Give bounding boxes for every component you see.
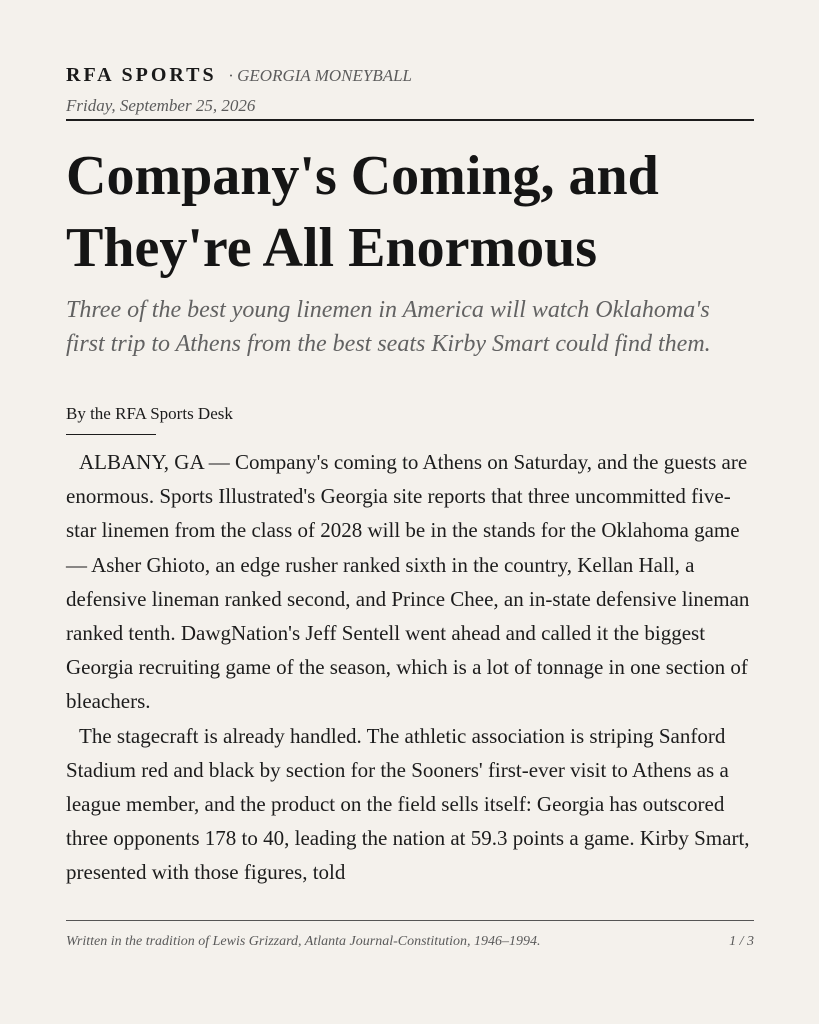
article-page — [66, 0, 754, 1024]
body-paragraph-2: The stagecraft is already handled. The athletic association is striping Sanford Stadium red and black by section for the Sooners' first-ever visit to Athens as a league member, and the product on the field sells itself: Georgia has outscored three opponents 178 to 40, leading the nation at 59.3 points a game. Kirby Smart, presented with those figures, told — [66, 723, 750, 885]
footer-note: Written in the tradition of Lewis Grizzard, Atlanta Journal-Constitution, 1946–1994. — [66, 934, 541, 949]
publication-date: Friday, September 25, 2026 — [66, 96, 256, 115]
headline-line-1: Company's Coming, and — [66, 145, 659, 207]
masthead-divider — [66, 119, 754, 121]
headline-line-2: They're All Enormous — [66, 217, 598, 279]
article-body — [66, 445, 756, 890]
body-paragraph-1: ALBANY, GA — Company's coming to Athens on Saturday, and the guests are enormous. Sports Illustrated's Georgia site reports that three uncommitted five-star linemen from the class of 2028 will be in the stands for the Oklahoma game — Asher Ghioto, an edge rusher ranked sixth in the country, Kellan Hall, a defensive lineman ranked second, and Prince Chee, an in-state defensive lineman ranked tenth. DawgNation's Jeff Sentell went ahead and called it the biggest Georgia recruiting game of the season, which is a lot of tonnage in one section of bleachers. — [66, 450, 750, 714]
byline-divider — [66, 434, 156, 435]
article-headline — [66, 140, 754, 284]
article-dek: Three of the best young linemen in America will watch Oklahoma's first trip to Athens from the best seats Kirby Smart could find them. — [66, 297, 711, 357]
masthead — [66, 64, 754, 94]
page-indicator: 1 / 3 — [729, 934, 754, 949]
byline: By the RFA Sports Desk — [66, 404, 233, 423]
brand-name: RFA SPORTS — [66, 64, 217, 86]
footer-divider — [66, 920, 754, 921]
section-label: · GEORGIA MONEYBALL — [228, 66, 413, 85]
footer — [66, 934, 754, 950]
